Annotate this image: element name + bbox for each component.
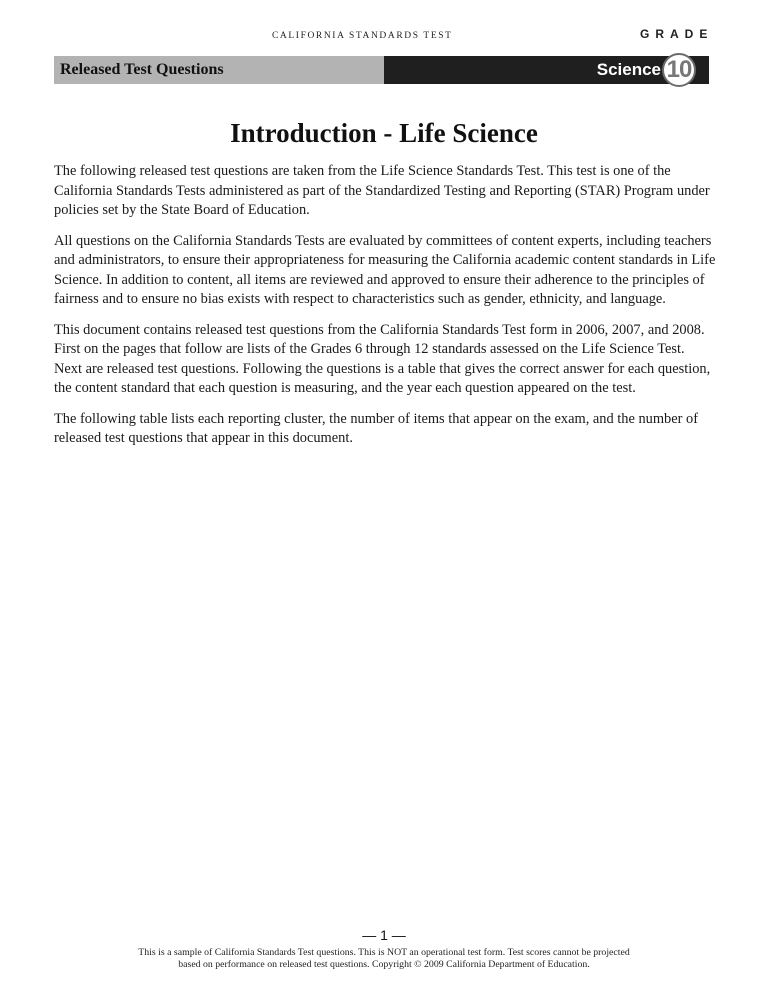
footer-line: This is a sample of California Standards Test questions. This is NOT an operational test form. Test scores cannot be projected <box>138 947 630 958</box>
paragraph: The following table lists each reporting cluster, the number of items that appear on the exam, and the number of released test questions that appear in this document. <box>54 410 699 446</box>
grade-number-badge <box>662 53 696 87</box>
grade-number: 10 <box>666 56 692 83</box>
body-text <box>54 162 716 460</box>
paragraph: The following released test questions are taken from the Life Science Standards Test. This test is one of the California Standards Tests administered as part of the Standardized Testing and Reporting (STAR) Program under policies set by the State Board of Education. <box>54 163 710 218</box>
subject-label: Science <box>596 60 661 79</box>
page-number: — 1 — <box>362 927 406 943</box>
released-questions-label: Released Test Questions <box>60 61 224 78</box>
banner-right <box>384 56 709 84</box>
footer-disclaimer <box>0 947 768 971</box>
footer-line: based on performance on released test questions. Copyright © 2009 California Department of Education. <box>178 959 590 970</box>
paragraph: This document contains released test questions from the California Standards Test form in 2006, 2007, and 2008. First on the pages that follow are lists of the Grades 6 through 12 standards assessed on the Life Science Test. Next are released test questions. Following the questions is a table that gives the correct answer for each question, the content standard that each question is measuring, and the year each question appeared on the test. <box>54 321 711 396</box>
test-series-header: CALIFORNIA STANDARDS TEST <box>272 31 453 41</box>
banner-left <box>54 56 384 84</box>
grade-label: GRADE <box>640 27 714 41</box>
section-banner <box>54 56 680 84</box>
paragraph: All questions on the California Standards Tests are evaluated by committees of content experts, including teachers and administrators, to ensure their appropriateness for measuring the California academic content standards in Life Science. In addition to content, all items are reviewed and approved to ensure their adherence to the principles of fairness and to ensure no bias exists with respect to characteristics such as gender, ethnicity, and language. <box>54 232 716 307</box>
page-title: Introduction - Life Science <box>230 118 538 148</box>
